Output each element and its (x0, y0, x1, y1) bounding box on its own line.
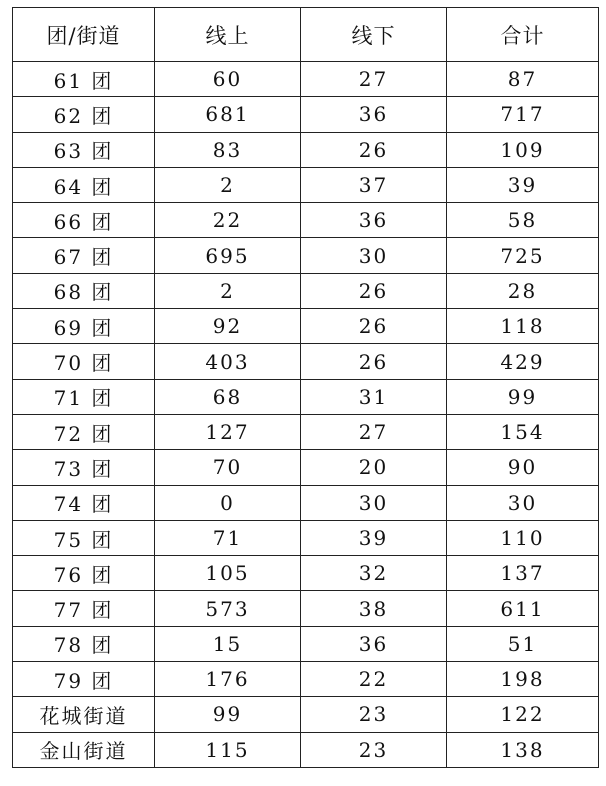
table-row (13, 414, 599, 449)
data-table-container (12, 7, 598, 768)
cell-offline: 32 (301, 556, 447, 591)
cell-online: 176 (155, 662, 301, 697)
cell-total: 28 (447, 273, 599, 308)
cell-total: 118 (447, 309, 599, 344)
cell-online: 70 (155, 450, 301, 485)
cell-online: 22 (155, 203, 301, 238)
cell-offline: 36 (301, 97, 447, 132)
cell-total: 51 (447, 626, 599, 661)
table-row (13, 97, 599, 132)
cell-unit: 70 团 (13, 344, 155, 379)
cell-offline: 26 (301, 309, 447, 344)
cell-total: 137 (447, 556, 599, 591)
cell-offline: 30 (301, 238, 447, 273)
cell-offline: 22 (301, 662, 447, 697)
table-row (13, 732, 599, 767)
cell-total: 122 (447, 697, 599, 732)
cell-total: 99 (447, 379, 599, 414)
cell-unit: 金山街道 (13, 732, 155, 767)
cell-offline: 31 (301, 379, 447, 414)
cell-unit: 73 团 (13, 450, 155, 485)
table-row (13, 167, 599, 202)
cell-total: 87 (447, 62, 599, 97)
cell-online: 60 (155, 62, 301, 97)
cell-offline: 36 (301, 203, 447, 238)
table-row (13, 62, 599, 97)
table-row (13, 344, 599, 379)
cell-total: 58 (447, 203, 599, 238)
cell-online: 573 (155, 591, 301, 626)
table-row (13, 132, 599, 167)
cell-total: 138 (447, 732, 599, 767)
cell-total: 198 (447, 662, 599, 697)
cell-online: 127 (155, 414, 301, 449)
cell-online: 83 (155, 132, 301, 167)
cell-unit: 79 团 (13, 662, 155, 697)
cell-offline: 38 (301, 591, 447, 626)
cell-online: 115 (155, 732, 301, 767)
cell-total: 109 (447, 132, 599, 167)
cell-unit: 63 团 (13, 132, 155, 167)
cell-offline: 26 (301, 344, 447, 379)
table-row (13, 238, 599, 273)
cell-offline: 39 (301, 520, 447, 555)
header-total: 合计 (447, 8, 599, 62)
cell-total: 90 (447, 450, 599, 485)
cell-total: 725 (447, 238, 599, 273)
cell-offline: 26 (301, 273, 447, 308)
cell-unit: 78 团 (13, 626, 155, 661)
table-row (13, 273, 599, 308)
cell-offline: 20 (301, 450, 447, 485)
cell-online: 71 (155, 520, 301, 555)
table-row (13, 520, 599, 555)
statistics-table (12, 7, 599, 768)
cell-offline: 27 (301, 414, 447, 449)
cell-offline: 27 (301, 62, 447, 97)
table-row (13, 309, 599, 344)
cell-total: 717 (447, 97, 599, 132)
cell-online: 403 (155, 344, 301, 379)
table-row (13, 626, 599, 661)
cell-online: 695 (155, 238, 301, 273)
cell-online: 0 (155, 485, 301, 520)
cell-online: 92 (155, 309, 301, 344)
table-row (13, 450, 599, 485)
table-row (13, 485, 599, 520)
table-row (13, 591, 599, 626)
cell-unit: 68 团 (13, 273, 155, 308)
cell-offline: 23 (301, 697, 447, 732)
cell-unit: 77 团 (13, 591, 155, 626)
cell-offline: 37 (301, 167, 447, 202)
cell-offline: 36 (301, 626, 447, 661)
header-offline: 线下 (301, 8, 447, 62)
table-row (13, 556, 599, 591)
cell-total: 110 (447, 520, 599, 555)
cell-online: 68 (155, 379, 301, 414)
cell-unit: 61 团 (13, 62, 155, 97)
cell-online: 15 (155, 626, 301, 661)
table-row (13, 203, 599, 238)
table-header (13, 8, 599, 62)
header-row (13, 8, 599, 62)
cell-unit: 69 团 (13, 309, 155, 344)
table-body (13, 62, 599, 768)
cell-offline: 23 (301, 732, 447, 767)
cell-unit: 花城街道 (13, 697, 155, 732)
cell-total: 611 (447, 591, 599, 626)
cell-unit: 72 团 (13, 414, 155, 449)
table-row (13, 662, 599, 697)
header-online: 线上 (155, 8, 301, 62)
cell-unit: 75 团 (13, 520, 155, 555)
cell-online: 99 (155, 697, 301, 732)
cell-online: 2 (155, 273, 301, 308)
table-row (13, 697, 599, 732)
cell-unit: 71 团 (13, 379, 155, 414)
cell-unit: 76 团 (13, 556, 155, 591)
cell-total: 154 (447, 414, 599, 449)
cell-total: 39 (447, 167, 599, 202)
cell-online: 105 (155, 556, 301, 591)
cell-offline: 26 (301, 132, 447, 167)
cell-total: 30 (447, 485, 599, 520)
cell-offline: 30 (301, 485, 447, 520)
table-row (13, 379, 599, 414)
cell-total: 429 (447, 344, 599, 379)
cell-unit: 66 团 (13, 203, 155, 238)
cell-unit: 67 团 (13, 238, 155, 273)
cell-online: 2 (155, 167, 301, 202)
cell-unit: 74 团 (13, 485, 155, 520)
cell-unit: 64 团 (13, 167, 155, 202)
cell-online: 681 (155, 97, 301, 132)
cell-unit: 62 团 (13, 97, 155, 132)
header-unit: 团/街道 (13, 8, 155, 62)
